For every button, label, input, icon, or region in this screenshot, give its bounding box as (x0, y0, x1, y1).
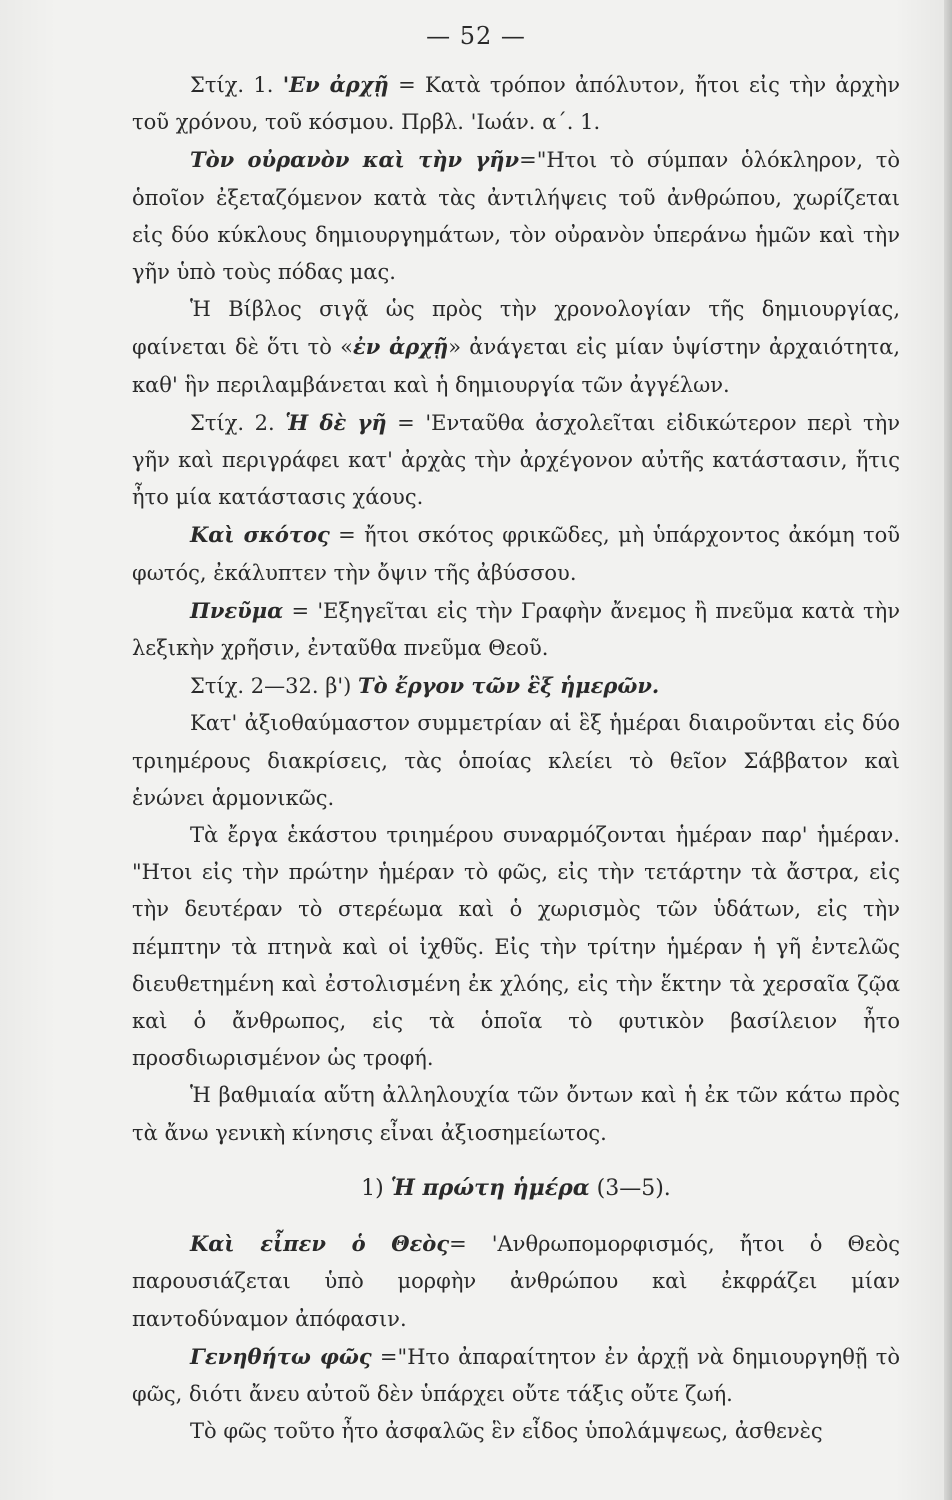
paragraph-darkness: Καὶ σκότος = ἤτοι σκότος φρικῶδες, μὴ ὑπάρχοντος ἀκόμη τοῦ φωτός, ἐκάλυπτεν τὴν ὄψιν τῆς ἀβύσσου. (132, 522, 900, 585)
section-heading: 1) Ἡ πρώτη ἡμέρα (3—5). (361, 1174, 671, 1201)
paragraph-let-there-be-light: Γενηθήτω φῶς ="Ητο ἀπαραίτητον ἐν ἀρχῇ νὰ δημιουργηθῇ τὸ φῶς, διότι ἄνευ αὐτοῦ δὲν ὑπάρχει οὔτε τάξις οὔτε ζωή. (132, 1343, 900, 1406)
paragraph-spirit: Πνεῦμα = 'Εξηγεῖται εἰς τὴν Γραφὴν ἄνεμος ἢ πνεῦμα κατὰ τὴν λεξικὴν χρῆσιν, ἐνταῦθα πνεῦμα Θεοῦ. (132, 597, 900, 661)
lemma: Καὶ σκότος (190, 522, 330, 548)
paragraph-works: Τὰ ἔργα ἑκάστου τριημέρου συναρμόζονται ἡμέραν παρ' ἡμέραν. "Ητοι εἰς τὴν πρώτην ἡμέραν τὸ φῶς, εἰς τὴν τετάρτην τὰ ἄστρα, εἰς τὴν δευτέραν τὸ στερέωμα καὶ ὁ χωρισμὸς τῶν ὑδάτων, εἰς τὴν πέμπτην τὰ πτηνὰ καὶ οἱ ἰχθῦς. Εἰς τὴν τρίτην ἡμέραν ἡ γῆ ἐντελῶς διευθετημένη καὶ ἐστολισμένη ἐκ χλόης, εἰς τὴν ἕκτην τὰ χερσαῖα ζῷα καὶ ὁ ἄνθρωπος, εἰς τὰ ὁποῖα τὸ φυτικὸν βασίλειον ἦτο προσδιωρισμένον ὡς τροφή. (132, 823, 900, 1071)
heading-title: Ἡ πρώτη ἡμέρα (390, 1174, 590, 1201)
paragraph-heaven-earth: Τὸν οὐρανὸν καὶ τὴν γῆν="Ητοι τὸ σύμπαν ὁλόκληρον, τὸ ὁποῖον ἐξεταζόμενον κατὰ τὰς ἀντιλήψεις τοῦ ἀνθρώπου, χωρίζεται εἰς δύο κύκλους δημιουργημάτων, τὸν οὐρανὸν ὑπεράνω ἡμῶν καὶ τὴν γῆν ὑπὸ τοὺς πόδας μας. (132, 147, 900, 285)
page-number: — 52 — (426, 22, 526, 50)
lemma: Τὸ ἔργον τῶν ἓξ ἡμερῶν. (358, 673, 660, 699)
paragraph-light: Τὸ φῶς τοῦτο ἦτο ἀσφαλῶς ἓν εἶδος ὑπολάμψεως, ἀσθενὲς (190, 1419, 823, 1444)
lemma: Πνεῦμα (190, 597, 284, 623)
paragraph-god-said: Καὶ εἶπεν ὁ Θεὸς= 'Ανθρωπομορφισμός, ἤτοι ὁ Θεὸς παρουσιάζεται ὑπὸ μορφὴν ἀνθρώπου καὶ ἐκφράζει μίαν παντοδύναμον ἀπόφασιν. (132, 1231, 900, 1331)
page-edge (944, 0, 952, 1500)
lemma: Τὸν οὐρανὸν καὶ τὴν γῆν (190, 147, 520, 173)
lemma: 'Εν ἀρχῇ (282, 72, 389, 97)
paragraph-six-days-title: Στίχ. 2—32. β') Τὸ ἔργον τῶν ἓξ ἡμερῶν. (190, 673, 660, 699)
lemma: Ἡ δὲ γῆ (285, 409, 387, 435)
paragraph-chronology: Ἡ Βίβλος σιγᾷ ὡς πρὸς τὴν χρονολογίαν τῆς δημιουργίας, φαίνεται δὲ ὅτι τὸ «ἐν ἀρχῇ» ἀνάγεται εἰς μίαν ὑψίστην ἀρχαιότητα, καθ' ἣν περιλαμβάνεται καὶ ἡ δημιουργία τῶν ἀγγέλων. (132, 297, 900, 397)
paragraph-gradual: Ἡ βαθμιαία αὕτη ἀλληλουχία τῶν ὄντων καὶ ἡ ἐκ τῶν κάτω πρὸς τὰ ἄνω γενικὴ κίνησις εἶναι ἀξιοσημείωτος. (132, 1083, 900, 1145)
paragraph-symmetry: Κατ' ἀξιοθαύμαστον συμμετρίαν αἱ ἓξ ἡμέραι διαιροῦνται εἰς δύο τριημέρους διακρίσεις, τὰς ὁποίας κλείει τὸ θεῖον Σάββατον καὶ ἑνώνει ἁρμονικῶς. (132, 711, 900, 810)
paragraph-verse-1: Στίχ. 1. 'Εν ἀρχῇ = Κατὰ τρόπον ἀπόλυτον, ἤτοι εἰς τὴν ἀρχὴν τοῦ χρόνου, τοῦ κόσμου. Πρβλ. 'Ιωάν. α΄. 1. (132, 72, 900, 135)
lemma: Γενηθήτω φῶς (190, 1343, 372, 1369)
body-text (132, 66, 900, 1450)
lemma: Καὶ εἶπεν ὁ Θεὸς (190, 1231, 450, 1257)
lemma: ἐν ἀρχῇ (352, 334, 449, 360)
paragraph-verse-2: Στίχ. 2. Ἡ δὲ γῆ = 'Ενταῦθα ἀσχολεῖται εἰδικώτερον περὶ τὴν γῆν καὶ περιγράφει κατ' ἀρχὰς τὴν ἀρχέγονον αὐτῆς κατάστασιν, ἥτις ἦτο μία κατάστασις χάους. (132, 409, 900, 510)
